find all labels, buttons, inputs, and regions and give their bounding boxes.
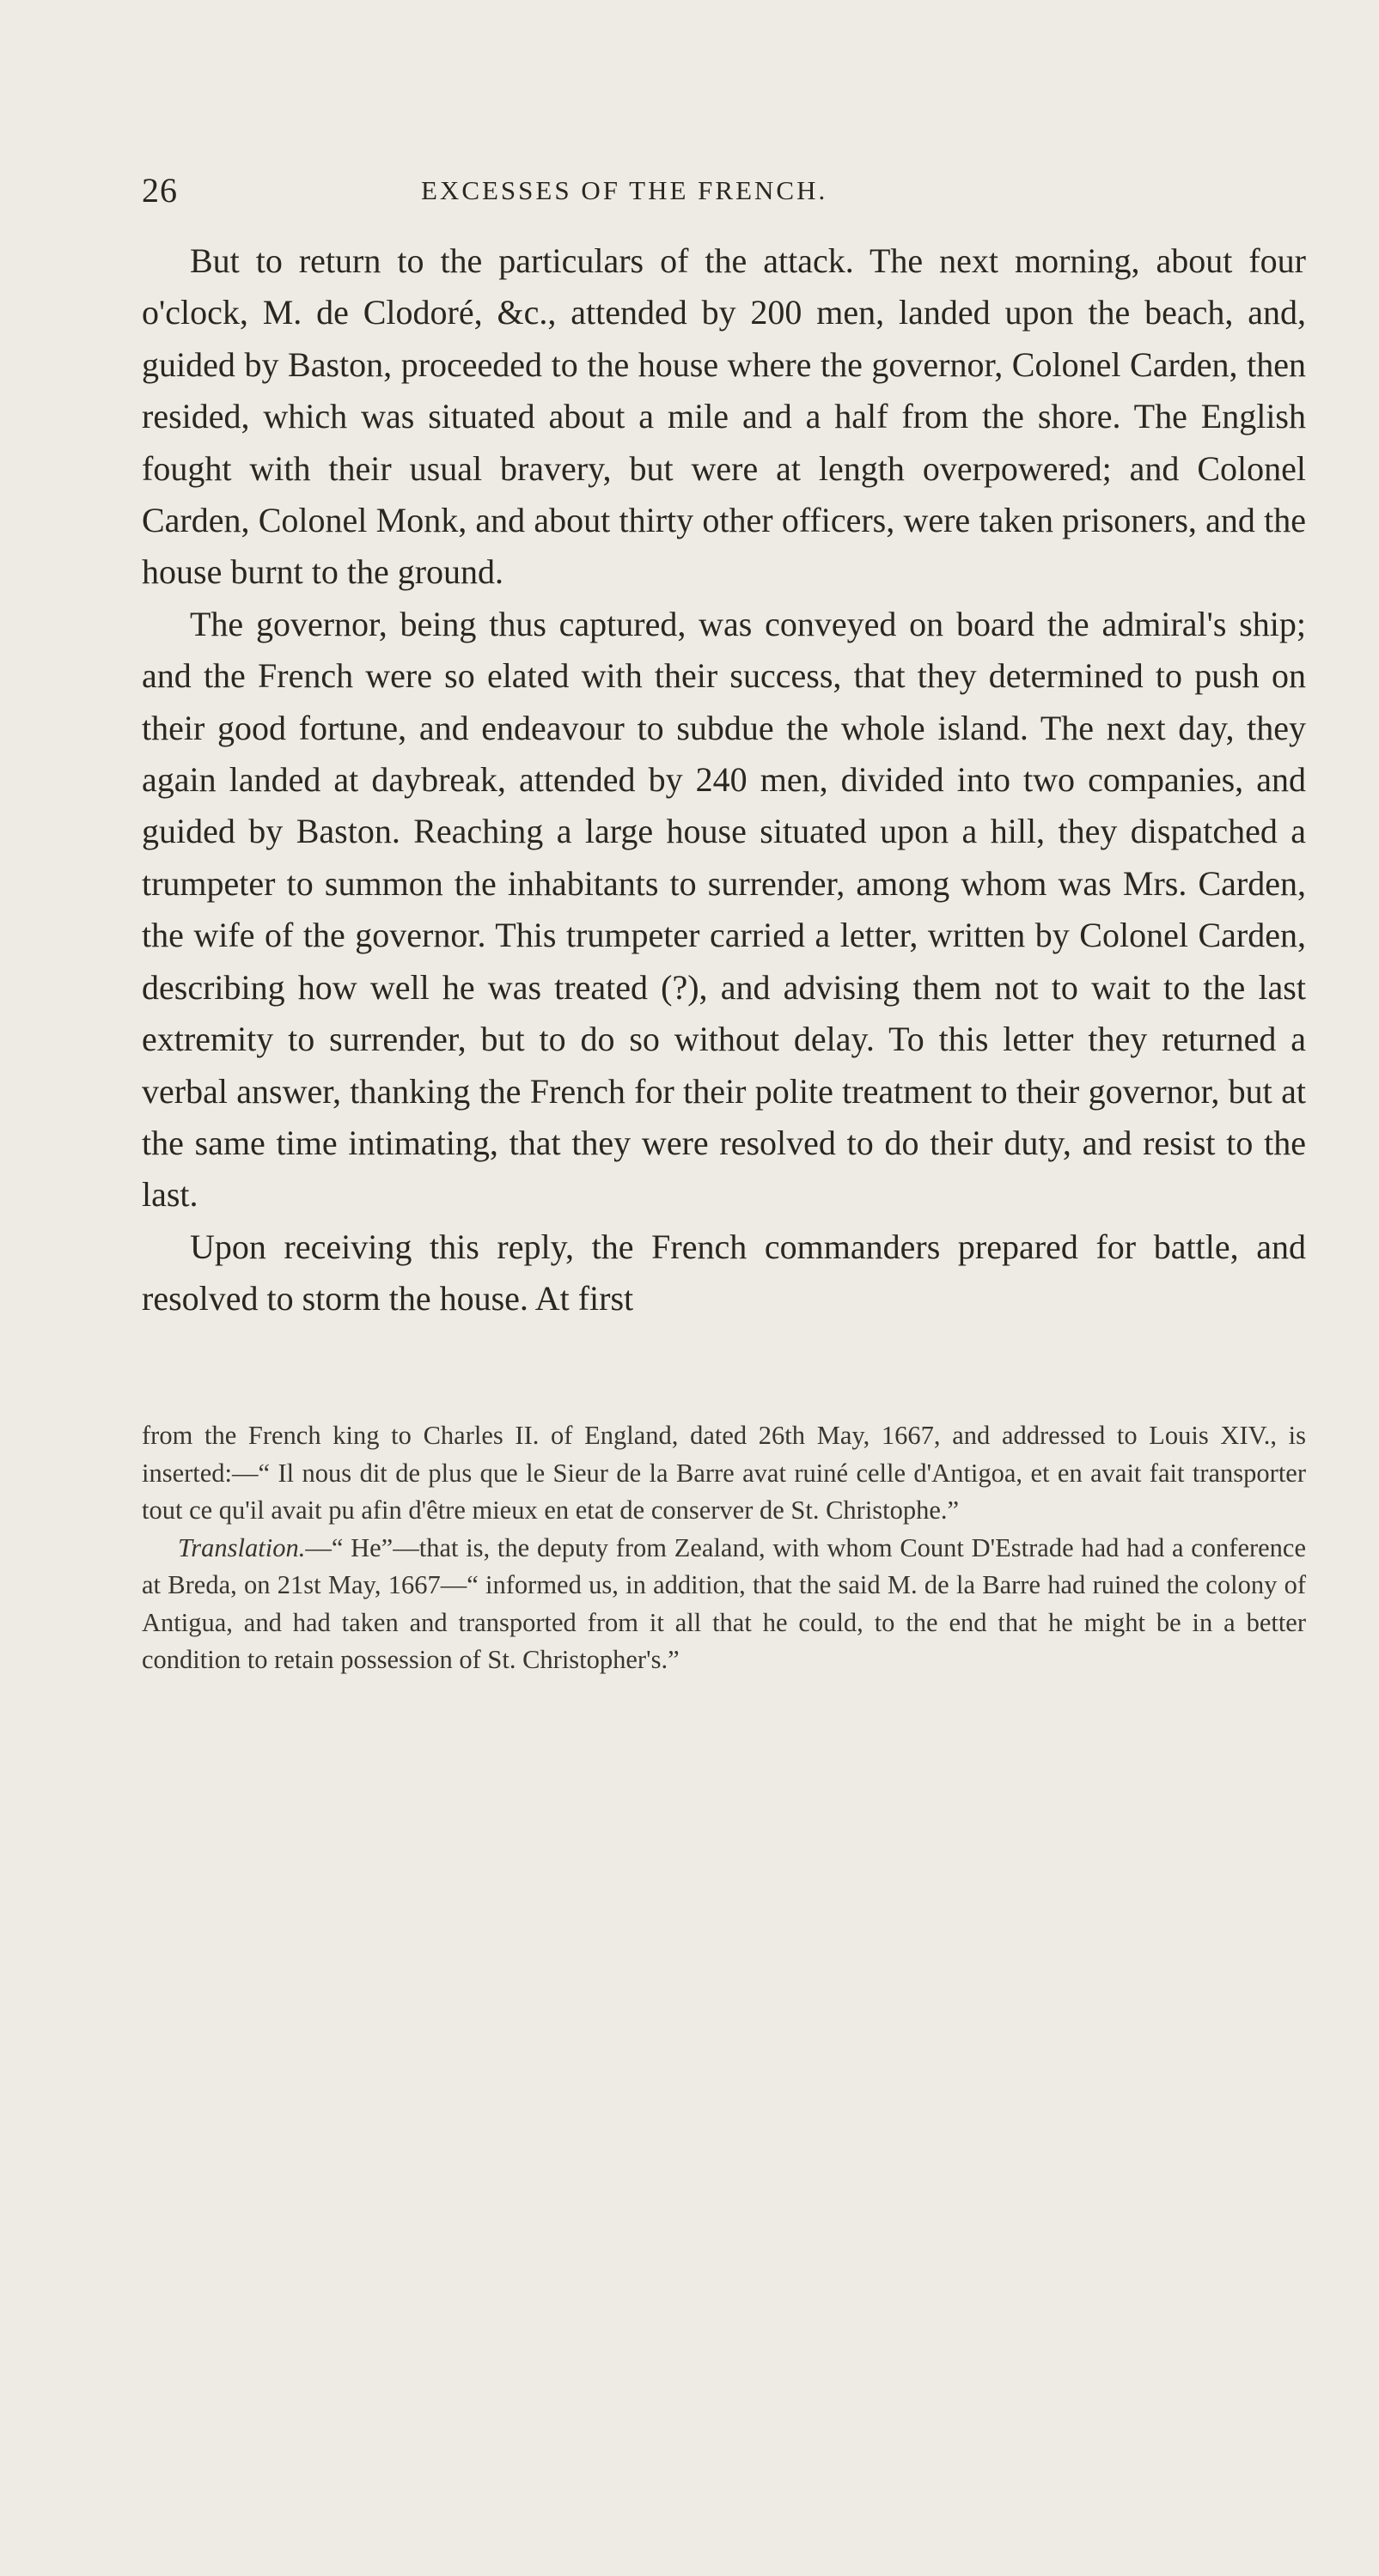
footnote-translation <box>142 1530 1306 1679</box>
main-text <box>142 235 1306 1325</box>
page-number: 26 <box>142 171 178 210</box>
paragraph: But to return to the particulars of the attack. The next morning, about four o'clock, M. de Clodoré, &c., attended by 200 men, landed upon the beach, and, guided by Baston, proceeded to the house where the governor, Colonel Carden, then resided, which was situated about a mile and a half from the shore. The English fought with their usual bravery, but were at length overpowered; and Colonel Carden, Colonel Monk, and about thirty other officers, were taken prisoners, and the house burnt to the ground. <box>142 241 1306 592</box>
translation-text: —“ He”—that is, the deputy from Zealand, with whom Count D'Estrade had had a conference at Breda, on 21st May, 1667—“ informed us, in addition, that the said M. de la Barre had ruined the colony of Antigua, and had taken and transported from it all that he could, to the end that he might be in a better condition to retain possession of St. Christopher's.” <box>142 1532 1306 1674</box>
running-head: EXCESSES OF THE FRENCH. <box>421 175 828 205</box>
paragraph: The governor, being thus captured, was conveyed on board the admiral's ship; and the French were so elated with their success, that they determined to push on their good fortune, and endeavour to subdue the whole island. The next day, they again landed at daybreak, attended by 240 men, divided into two companies, and guided by Baston. Reaching a large house situated upon a hill, they dispatched a trumpeter to summon the inhabitants to surrender, among whom was Mrs. Carden, the wife of the governor. This trumpeter carried a letter, written by Colonel Carden, describing how well he was treated (?), and advising them not to wait to the last extremity to surrender, but to do so without delay. To this letter they returned a verbal answer, thanking the French for their polite treatment to their governor, but at the same time intimating, that they were resolved to do their duty, and resist to the last. <box>142 604 1306 1215</box>
paragraph: Upon receiving this reply, the French commanders prepared for battle, and resolved to storm the house. At first <box>142 1227 1306 1318</box>
footnote-continuation: from the French king to Charles II. of England, dated 26th May, 1667, and addressed to Louis XIV., is inserted:—“ Il nous dit de plus que le Sieur de la Barre avat ruiné celle d'Antigoa, et en avait fait transporter tout ce qu'il avait pu afin d'être mieux en etat de conserver de St. Christophe.” <box>142 1421 1306 1525</box>
page-header <box>142 168 1306 220</box>
translation-label: Translation. <box>178 1532 306 1562</box>
footnote <box>142 1417 1306 1679</box>
